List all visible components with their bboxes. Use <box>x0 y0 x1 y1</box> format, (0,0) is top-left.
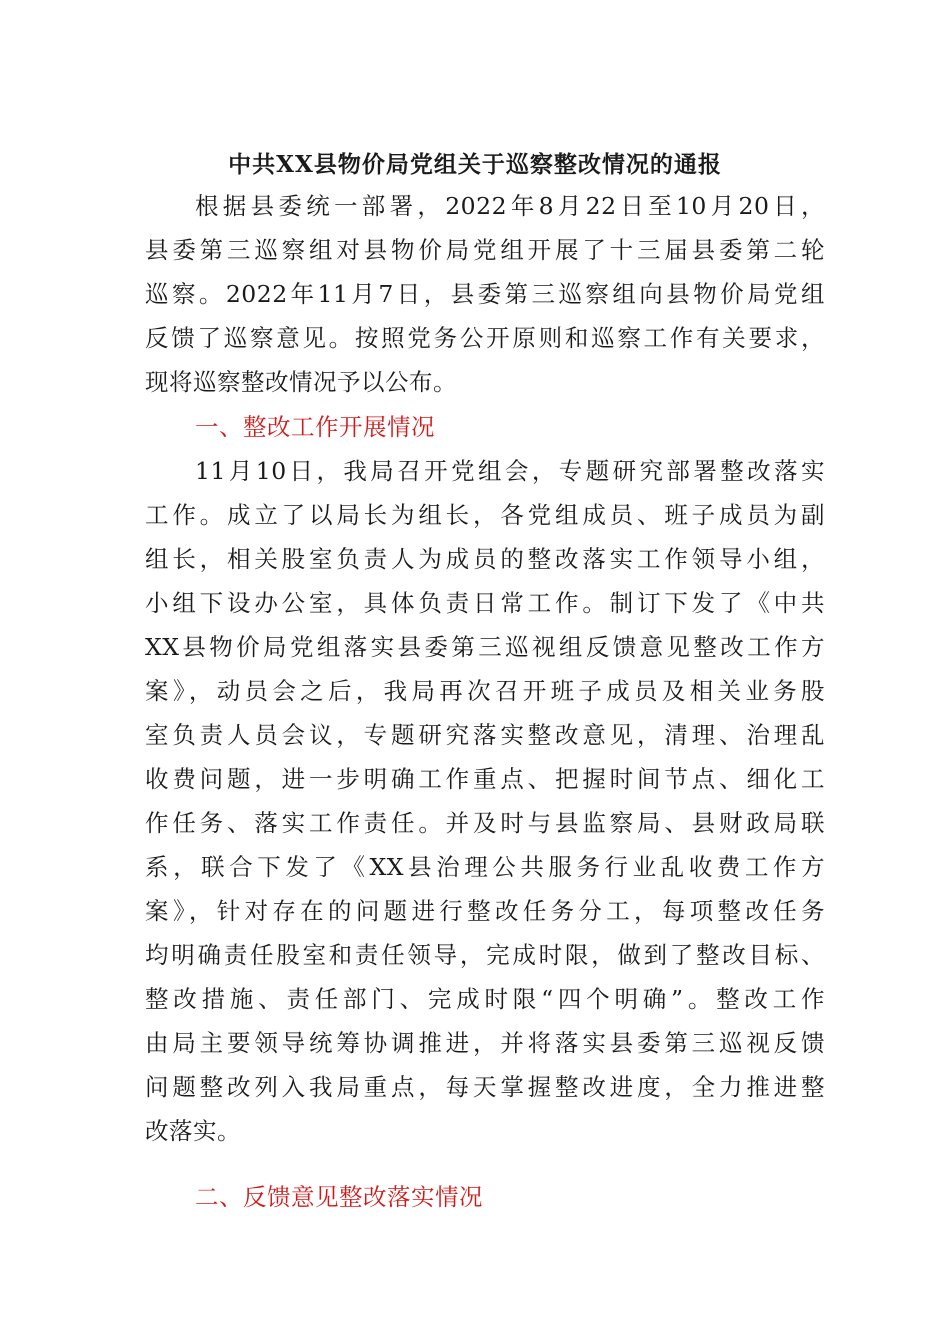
section1-line: 系，联合下发了《XX县治理公共服务行业乱收费工作方 <box>145 853 825 881</box>
section1-line: 作任务、落实工作责任。并及时与县监察局、县财政局联 <box>145 809 825 837</box>
intro-line: 反馈了巡察意见。按照党务公开原则和巡察工作有关要求， <box>145 324 825 352</box>
section1-line: 问题整改列入我局重点，每天掌握整改进度，全力推进整 <box>145 1073 825 1101</box>
section1-line: 整改措施、责任部门、完成时限“四个明确”。整改工作 <box>145 985 825 1013</box>
intro-line: 县委第三巡察组对县物价局党组开展了十三届县委第二轮 <box>145 236 825 264</box>
intro-line: 巡察。2022年11月7日，县委第三巡察组向县物价局党组 <box>145 280 825 308</box>
section1-line: 组长，相关股室负责人为成员的整改落实工作领导小组， <box>145 545 825 573</box>
section-heading-2: 二、反馈意见整改落实情况 <box>195 1183 483 1211</box>
section1-line: 案》，针对存在的问题进行整改任务分工，每项整改任务 <box>145 897 825 925</box>
section1-line: 均明确责任股室和责任领导，完成时限，做到了整改目标、 <box>145 941 825 969</box>
section1-line: 案》，动员会之后，我局再次召开班子成员及相关业务股 <box>145 677 825 705</box>
section1-line: 小组下设办公室，具体负责日常工作。制订下发了《中共 <box>145 589 825 617</box>
document-title: 中共XX县物价局党组关于巡察整改情况的通报 <box>228 151 722 178</box>
section1-line: 由局主要领导统筹协调推进，并将落实县委第三巡视反馈 <box>145 1029 825 1057</box>
section1-line: 室负责人员会议，专题研究落实整改意见，清理、治理乱 <box>145 721 825 749</box>
intro-line: 现将巡察整改情况予以公布。 <box>145 368 457 396</box>
section1-line: 收费问题，进一步明确工作重点、把握时间节点、细化工 <box>145 765 825 793</box>
section1-line: 工作。成立了以局长为组长，各党组成员、班子成员为副 <box>145 501 825 529</box>
section1-line: 改落实。 <box>145 1117 241 1145</box>
section-heading-1: 一、整改工作开展情况 <box>195 413 435 441</box>
section1-line: XX县物价局党组落实县委第三巡视组反馈意见整改工作方 <box>145 633 825 661</box>
intro-line: 根据县委统一部署，2022年8月22日至10月20日， <box>195 192 825 220</box>
section1-line: 11月10日，我局召开党组会，专题研究部署整改落实 <box>195 457 825 485</box>
